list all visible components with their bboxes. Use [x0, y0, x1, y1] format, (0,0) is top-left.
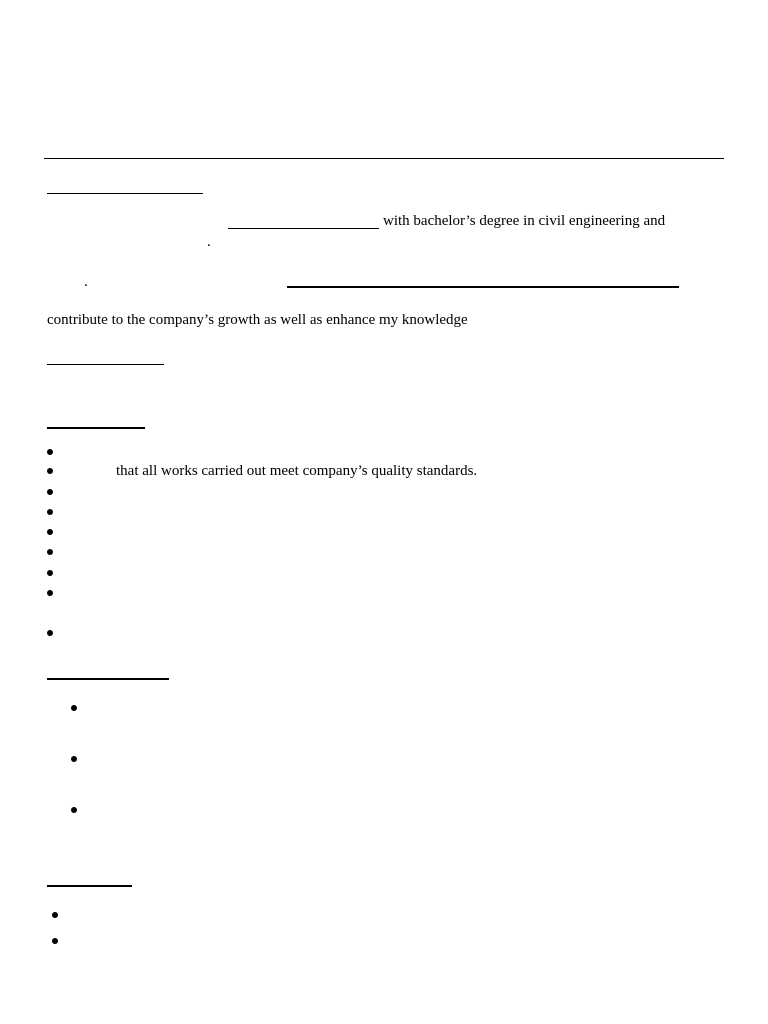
- responsibility-bullet-4: [47, 509, 53, 515]
- objective-long-underline: [287, 286, 679, 288]
- responsibility-bullet-3: [47, 489, 53, 495]
- section-2-heading-underline: [47, 364, 164, 365]
- section-4-heading-underline: [47, 678, 169, 680]
- responsibility-bullet-8: [47, 590, 53, 596]
- responsibility-item-2: that all works carried out meet company’s quality standards.: [116, 463, 478, 479]
- objective-line-2-period: .: [207, 234, 211, 250]
- objective-line-1: with bachelor’s degree in civil engineering and: [383, 213, 666, 229]
- responsibilities-heading-underline: [47, 427, 145, 429]
- responsibility-bullet-5: [47, 529, 53, 535]
- section-5-bullet-1: [52, 912, 58, 918]
- section-4-bullet-3: [71, 807, 77, 813]
- header-divider: [44, 158, 724, 159]
- responsibility-bullet-2: [47, 468, 53, 474]
- section-5-bullet-2: [52, 938, 58, 944]
- responsibility-bullet-7: [47, 570, 53, 576]
- section-5-heading-underline: [47, 885, 132, 887]
- responsibility-bullet-9: [47, 630, 53, 636]
- objective-heading-underline: [47, 193, 203, 194]
- objective-line-3-period: .: [84, 274, 88, 290]
- section-4-bullet-1: [71, 705, 77, 711]
- responsibility-bullet-6: [47, 549, 53, 555]
- objective-line-4: contribute to the company’s growth as well as enhance my knowledge: [47, 312, 468, 328]
- responsibility-bullet-1: [47, 449, 53, 455]
- objective-blank-underline: [228, 228, 379, 229]
- section-4-bullet-2: [71, 756, 77, 762]
